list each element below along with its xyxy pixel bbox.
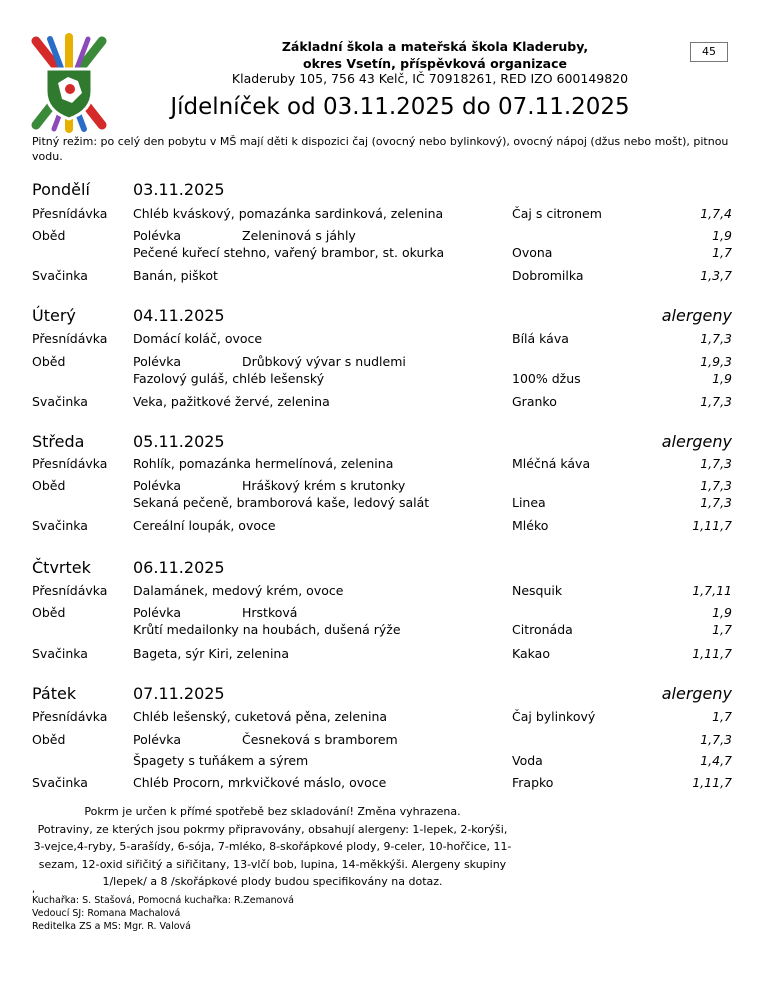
meal-label: Oběd <box>32 605 66 620</box>
meal-drink: Frapko <box>512 775 554 790</box>
meal-drink: Kakao <box>512 646 550 661</box>
main-course: Špagety s tuňákem a sýrem <box>133 753 309 768</box>
meal-drink: Mléčná káva <box>512 456 591 471</box>
soup-name: Hrstková <box>242 605 298 620</box>
soup-label: Polévka <box>133 605 181 620</box>
main-course: Pečené kuřecí stehno, vařený brambor, st. okurka <box>133 245 445 260</box>
footnote-line: 1/lepek/ a 8 /skořápkové plody budou specifikovány na dotaz. <box>102 875 443 888</box>
meal-food: Veka, pažitkové žervé, zelenina <box>133 394 330 409</box>
meal-label: Oběd <box>32 732 66 747</box>
main-allergens: 1,9 <box>712 371 732 386</box>
meal-food: Bageta, sýr Kiri, zelenina <box>133 646 290 661</box>
meal-label: Svačinka <box>32 775 88 790</box>
day-name: Čtvrtek <box>32 558 91 577</box>
soup-name: Česneková s bramborem <box>242 732 398 747</box>
main-allergens: 1,7,3 <box>700 495 732 510</box>
footnote-line: Potraviny, ze kterých jsou pokrmy připravovány, obsahují alergeny: 1-lepek, 2-korýši, <box>37 822 508 836</box>
school-address: Kladeruby 105, 756 43 Kelč, IČ 70918261, RED IZO 600149820 <box>231 71 629 86</box>
meal-allergens: 1,7,4 <box>700 206 732 221</box>
meal-label: Přesnídávka <box>32 331 108 346</box>
page-title: Jídelníček od 03.11.2025 do 07.11.2025 <box>170 94 630 120</box>
meal-label: Přesnídávka <box>32 456 108 471</box>
meal-drink: Linea <box>512 495 546 510</box>
meal-allergens: 1,11,7 <box>692 518 732 533</box>
meal-allergens: 1,3,7 <box>700 268 732 283</box>
meal-drink: Mléko <box>512 518 549 533</box>
soup-label: Polévka <box>133 228 181 243</box>
meal-label: Přesnídávka <box>32 709 108 724</box>
school-name-line2: okres Vsetín, příspěvková organizace <box>302 56 567 71</box>
day-name: Pátek <box>32 684 77 703</box>
main-allergens: 1,4,7 <box>700 753 732 768</box>
meal-food: Domácí koláč, ovoce <box>133 331 263 346</box>
day-date: 04.11.2025 <box>133 306 225 325</box>
day-date: 05.11.2025 <box>133 432 225 451</box>
meal-label: Oběd <box>32 228 66 243</box>
soup-allergens: 1,9 <box>712 605 732 620</box>
meal-food: Dalamánek, medový krém, ovoce <box>133 583 344 598</box>
staff-headmistress: Reditelka ZS a MS: Mgr. R. Valová <box>32 921 191 932</box>
meal-allergens: 1,7,3 <box>700 394 732 409</box>
meal-drink: 100% džus <box>512 371 581 386</box>
main-course: Krůtí medailonky na houbách, dušená rýže <box>133 622 401 637</box>
meal-drink: Granko <box>512 394 557 409</box>
meal-drink: Ovona <box>512 245 553 260</box>
meal-label: Svačinka <box>32 268 88 283</box>
meal-food: Rohlík, pomazánka hermelínová, zelenina <box>133 456 394 471</box>
soup-allergens: 1,7,3 <box>700 478 732 493</box>
footnote-line: sezam, 12-oxid siřičitý a siřičitany, 13-vlčí bob, lupina, 14-měkkýši. Alergeny skupiny <box>38 857 507 871</box>
day-name: Pondělí <box>32 180 90 199</box>
day-name: Středa <box>32 432 85 451</box>
meal-food: Chléb Procorn, mrkvičkové máslo, ovoce <box>133 775 387 790</box>
meal-label: Přesnídávka <box>32 583 108 598</box>
soup-label: Polévka <box>133 354 181 369</box>
meal-label: Svačinka <box>32 646 88 661</box>
meal-drink: Citronáda <box>512 622 573 637</box>
meal-allergens: 1,7,3 <box>700 331 732 346</box>
school-name-line1: Základní škola a mateřská škola Kladeruby, <box>281 39 589 54</box>
meal-drink: Čaj bylinkový <box>512 709 596 724</box>
meal-allergens: 1,11,7 <box>692 775 732 790</box>
footer-mark: , <box>32 884 36 895</box>
allergen-column-header: alergeny <box>661 684 732 703</box>
soup-name: Drůbkový vývar s nudlemi <box>242 354 406 369</box>
main-allergens: 1,7 <box>712 622 732 637</box>
meal-label: Svačinka <box>32 518 88 533</box>
drink-regime-note: Pitný režim: po celý den pobytu v MŠ mají děti k dispozici čaj (ovocný nebo bylinkový), ovocný nápoj (džus nebo mošt), pitnou vodu. <box>32 135 729 163</box>
meal-food: Chléb kváskový, pomazánka sardinková, zelenina <box>133 206 444 221</box>
meal-label: Přesnídávka <box>32 206 108 221</box>
school-logo-icon <box>24 33 114 133</box>
staff-cooks: Kuchařka: S. Stašová, Pomocná kuchařka: R.Zemanová <box>32 895 294 906</box>
footnote-line: Pokrm je určen k přímé spotřebě bez skladování! Změna vyhrazena. <box>84 805 461 818</box>
soup-name: Zeleninová s jáhly <box>242 228 356 243</box>
main-course: Fazolový guláš, chléb lešenský <box>133 371 325 386</box>
meal-allergens: 1,11,7 <box>692 646 732 661</box>
page-number: 45 <box>690 42 728 62</box>
day-date: 06.11.2025 <box>133 558 225 577</box>
main-allergens: 1,7 <box>712 245 732 260</box>
meal-label: Oběd <box>32 354 66 369</box>
meal-allergens: 1,7,11 <box>692 583 732 598</box>
allergen-footnote <box>30 803 515 891</box>
meal-label: Svačinka <box>32 394 88 409</box>
soup-allergens: 1,9 <box>712 228 732 243</box>
meal-drink: Voda <box>512 753 543 768</box>
meal-label: Oběd <box>32 478 66 493</box>
staff-canteen-head: Vedoucí SJ: Romana Machalová <box>32 908 181 919</box>
meal-drink: Dobromilka <box>512 268 584 283</box>
allergen-column-header: alergeny <box>661 432 732 451</box>
footnote-line: 3-vejce,4-ryby, 5-arašídy, 6-sója, 7-mléko, 8-skořápkové plody, 9-celer, 10-hořčice, 11- <box>33 840 512 853</box>
meal-drink: Nesquik <box>512 583 563 598</box>
meal-allergens: 1,7,3 <box>700 456 732 471</box>
allergen-column-header: alergeny <box>661 306 732 325</box>
meal-food: Chléb lešenský, cuketová pěna, zelenina <box>133 709 388 724</box>
meal-drink: Čaj s citronem <box>512 206 602 221</box>
meal-drink: Bílá káva <box>512 331 569 346</box>
day-date: 03.11.2025 <box>133 180 225 199</box>
soup-allergens: 1,7,3 <box>700 732 732 747</box>
meal-food: Banán, piškot <box>133 268 218 283</box>
day-name: Úterý <box>32 306 76 325</box>
meal-food: Cereální loupák, ovoce <box>133 518 276 533</box>
soup-name: Hráškový krém s krutonky <box>242 478 406 493</box>
day-date: 07.11.2025 <box>133 684 225 703</box>
soup-allergens: 1,9,3 <box>700 354 732 369</box>
meal-allergens: 1,7 <box>712 709 732 724</box>
soup-label: Polévka <box>133 732 181 747</box>
main-course: Sekaná pečeně, bramborová kaše, ledový salát <box>133 495 430 510</box>
soup-label: Polévka <box>133 478 181 493</box>
